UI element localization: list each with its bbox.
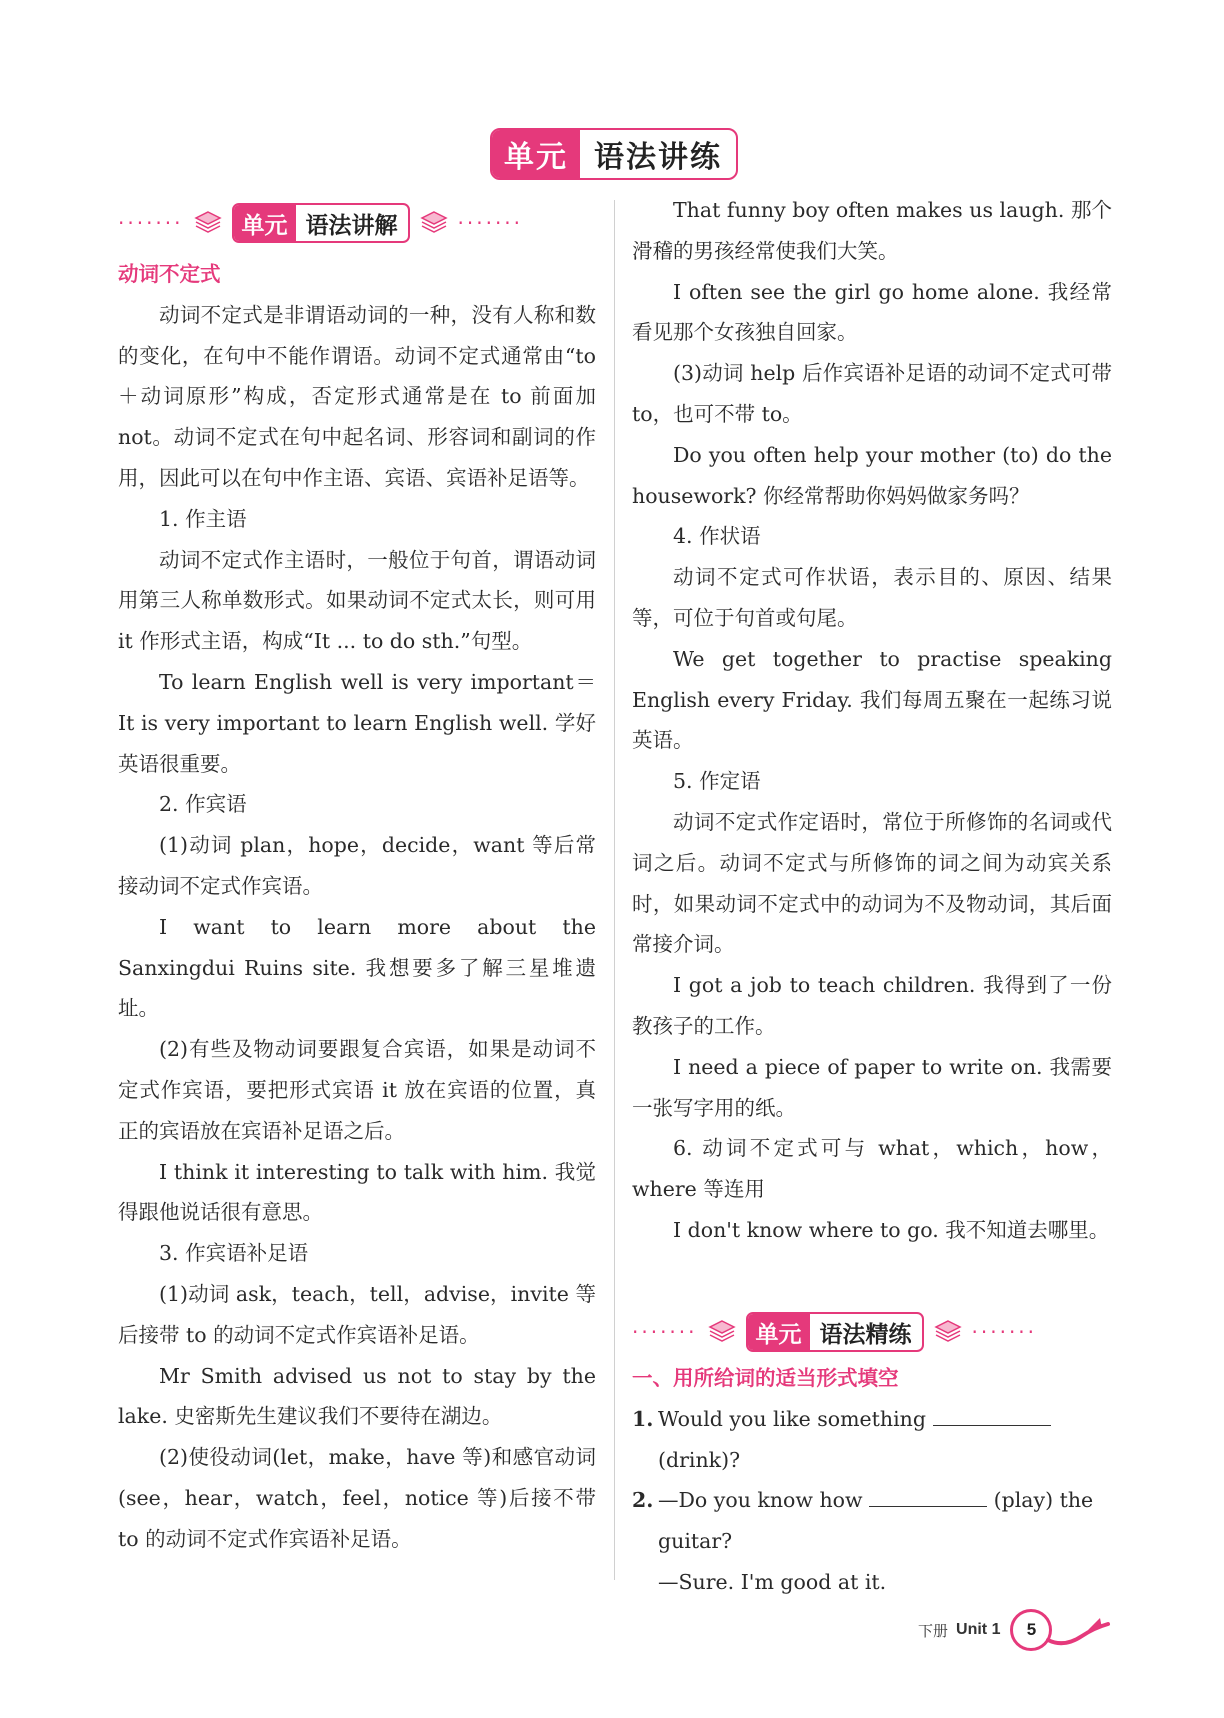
question-text	[658, 1399, 1112, 1481]
right-column	[632, 190, 1112, 1251]
section-title-box	[232, 203, 410, 243]
example-sentence: Do you often help your mother (to) do the housework? 你经常帮助你妈妈做家务吗？	[632, 442, 1112, 508]
paragraph: (3)动词 help 后作宾语补足语的动词不定式可带 to，也可不带 to。	[632, 361, 1112, 426]
section-title-text: 语法精练	[819, 1321, 912, 1348]
example-sentence: To learn English well is very important＝It is very important to learn English well. 学好英语很重要。	[118, 669, 596, 776]
paragraph: 动词不定式可作状语，表示目的、原因、结果等，可位于句首或句尾。	[632, 565, 1112, 630]
section-heading: 动词不定式	[118, 262, 221, 286]
left-column	[118, 254, 596, 1560]
gem-icon	[708, 1319, 736, 1345]
section-title-tag: 单元	[234, 205, 296, 241]
section-title-text: 语法讲解	[305, 212, 398, 239]
example-sentence: I often see the girl go home alone. 我经常看见那个女孩独自回家。	[632, 279, 1112, 345]
example-sentence: We get together to practise speaking English every Friday. 我们每周五聚在一起练习说英语。	[632, 646, 1112, 753]
subheading: 3. 作宾语补足语	[159, 1241, 309, 1266]
subheading: 6. 动词不定式可与 what，which，how，where 等连用	[632, 1136, 1112, 1202]
gem-icon	[194, 210, 222, 236]
example-sentence: I think it interesting to talk with him. 我觉得跟他说话很有意思。	[118, 1159, 596, 1225]
answer-blank[interactable]	[869, 1484, 987, 1507]
paragraph: 动词不定式作定语时，常位于所修饰的名词或代词之后。动词不定式与所修饰的词之间为动宾关系时，如果动词不定式中的动词为不及物动词，其后面常接介词。	[632, 809, 1112, 957]
example-sentence: I need a piece of paper to write on. 我需要一张写字用的纸。	[632, 1054, 1112, 1120]
page-title-text: 语法讲练	[594, 140, 722, 175]
question-number: 1.	[632, 1406, 654, 1431]
question-text-before: Would you like something	[658, 1406, 933, 1431]
book-volume: 下册	[918, 1621, 949, 1640]
question-text-after: (drink)?	[658, 1447, 741, 1472]
section-title-box	[746, 1312, 924, 1352]
paragraph: 动词不定式是非谓语动词的一种，没有人称和数的变化，在句中不能作谓语。动词不定式通常由“to＋动词原形”构成，否定形式通常是在 to 前面加 not。动词不定式在句中起名词、形容词和副词的作用，因此可以在句中作主语、宾语、宾语补足语等。	[118, 302, 596, 490]
question-reply: —Sure. I'm good at it.	[658, 1569, 887, 1594]
page-footer	[918, 1610, 1114, 1650]
page-number: 5	[1010, 1609, 1052, 1651]
example-sentence: That funny boy often makes us laugh. 那个滑稽的男孩经常使我们大笑。	[632, 198, 1112, 263]
subheading: 1. 作主语	[159, 506, 247, 531]
question-text	[658, 1480, 1112, 1602]
subheading: 4. 作状语	[673, 524, 761, 549]
exercise-heading: 一、用所给词的适当形式填空	[632, 1366, 899, 1390]
paragraph: (1)动词 plan，hope，decide，want 等后常接动词不定式作宾语。	[118, 833, 596, 898]
section-title-tag: 单元	[748, 1314, 810, 1350]
paragraph: (2)有些及物动词要跟复合宾语，如果是动词不定式作宾语，要把形式宾语 it 放在宾语的位置，真正的宾语放在宾语补足语之后。	[118, 1037, 596, 1143]
dots-decoration: ·······	[971, 1320, 1038, 1344]
example-sentence: I want to learn more about the Sanxingdui Ruins site. 我想要多了解三星堆遗址。	[118, 914, 596, 1021]
swoosh-icon	[1044, 1610, 1114, 1650]
paragraph: 动词不定式作主语时，一般位于句首，谓语动词用第三人称单数形式。如果动词不定式太长，则可用 it 作形式主语，构成“It ... to do sth.”句型。	[118, 547, 596, 654]
page-title-tag: 单元	[492, 130, 580, 178]
dots-decoration: ·······	[457, 211, 524, 235]
gem-icon	[420, 210, 448, 236]
answer-blank[interactable]	[933, 1403, 1051, 1426]
section-banner-practice	[632, 1312, 1037, 1352]
dots-decoration: ·······	[632, 1320, 698, 1344]
column-divider	[614, 200, 615, 1580]
subheading: 5. 作定语	[673, 769, 761, 794]
example-sentence: I don't know where to go. 我不知道去哪里。	[673, 1217, 1110, 1242]
question-text-after: (play) the guitar?	[658, 1488, 1094, 1554]
unit-label: Unit 1	[956, 1621, 1001, 1638]
page-title	[490, 128, 738, 180]
subheading: 2. 作宾语	[159, 792, 247, 817]
question-text-before: —Do you know how	[658, 1488, 870, 1513]
paragraph: (2)使役动词(let，make，have 等)和感官动词(see，hear，watch，feel，notice 等)后接不带 to 的动词不定式作宾语补足语。	[118, 1445, 596, 1551]
gem-icon	[934, 1319, 962, 1345]
paragraph: (1)动词 ask，teach，tell，advise，invite 等后接带 to 的动词不定式作宾语补足语。	[118, 1281, 596, 1347]
question-item	[632, 1399, 1112, 1481]
exercise-section	[632, 1358, 1112, 1603]
example-sentence: I got a job to teach children. 我得到了一份教孩子的工作。	[632, 973, 1112, 1038]
question-item	[632, 1480, 1112, 1602]
question-number: 2.	[632, 1488, 654, 1513]
dots-decoration: ·······	[118, 211, 184, 235]
section-banner-explain	[118, 203, 523, 243]
example-sentence: Mr Smith advised us not to stay by the lake. 史密斯先生建议我们不要待在湖边。	[118, 1363, 596, 1429]
